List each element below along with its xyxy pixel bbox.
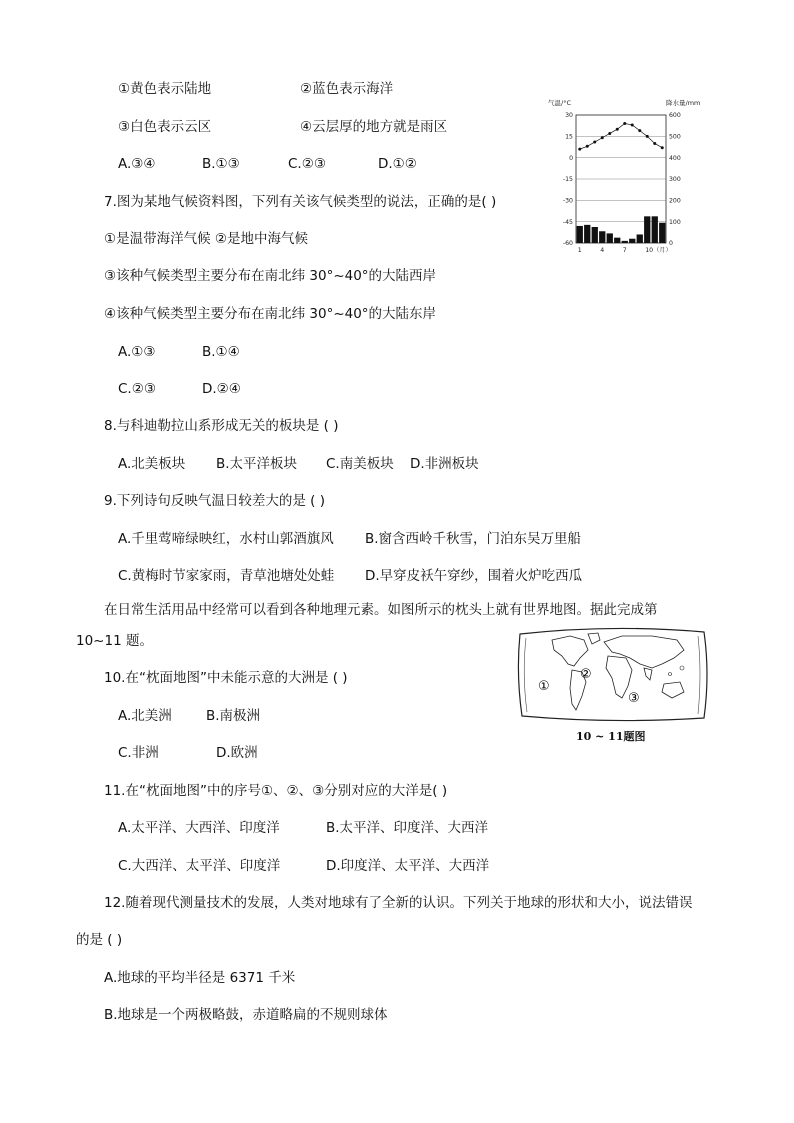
q7-choice-a: A.①③ — [118, 344, 156, 360]
q7-choice-c: C.②③ — [118, 381, 156, 397]
precip-bar — [637, 234, 643, 243]
temperature-point — [631, 123, 634, 126]
precip-tick-label: 300 — [669, 176, 681, 184]
q6-choice-d: D.①② — [378, 156, 417, 172]
q10-choice-d: D.欧洲 — [216, 745, 258, 761]
precip-bar — [584, 225, 590, 243]
precip-tick-label: 500 — [669, 133, 681, 141]
temp-tick-label: -15 — [562, 176, 573, 184]
q6-choice-c: C.②③ — [288, 156, 326, 172]
temperature-point — [586, 145, 589, 148]
q11-choice-c: C.大西洋、太平洋、印度洋 — [118, 858, 281, 874]
ocean-label-1: ① — [538, 679, 550, 694]
q9-stem: 9.下列诗句反映气温日较差大的是 ( ) — [104, 493, 325, 509]
temp-tick-label: -45 — [562, 218, 573, 226]
month-tick-label: 10（月） — [645, 247, 672, 254]
precip-bar — [607, 233, 613, 243]
temperature-point — [593, 141, 596, 144]
q6-option-2: ②蓝色表示海洋 — [300, 81, 394, 97]
q10-choice-b: B.南极洲 — [206, 708, 261, 724]
q12-stem-line-1: 12.随着现代测量技术的发展，人类对地球有了全新的认识。下列关于地球的形状和大小，说法错误 — [104, 895, 693, 911]
temperature-point — [601, 136, 604, 139]
precip-tick-label: 0 — [669, 240, 673, 248]
q12-choice-b: B.地球是一个两极略鼓，赤道略扁的不规则球体 — [104, 1007, 388, 1023]
month-tick-label: 1 — [577, 247, 582, 254]
q7-choice-b: B.①④ — [202, 344, 240, 360]
temp-tick-label: 0 — [569, 154, 573, 162]
climate-chart — [540, 96, 700, 258]
temp-tick-label: 30 — [565, 112, 573, 120]
precip-bar — [622, 241, 628, 243]
precip-tick-label: 100 — [669, 218, 681, 226]
precip-bar — [652, 216, 658, 243]
month-tick-label: 7 — [622, 247, 627, 254]
q11-choice-b: B.太平洋、印度洋、大西洋 — [326, 820, 489, 836]
q12-stem-line-2: 的是 ( ) — [76, 932, 123, 948]
q7-stem: 7.图为某地气候资料图，下列有关该气候类型的说法，正确的是( ) — [104, 194, 497, 210]
temp-tick-label: -60 — [562, 240, 573, 248]
precip-tick-label: 200 — [669, 197, 681, 205]
q7-statement-1-2: ①是温带海洋气候 ②是地中海气候 — [104, 231, 308, 247]
q8-choice-a: A.北美板块 — [118, 456, 186, 472]
q6-choice-a: A.③④ — [118, 156, 156, 172]
q8-choice-b: B.太平洋板块 — [216, 456, 298, 472]
q8-choice-c: C.南美板块 — [326, 456, 394, 472]
chart-right-axis-label: 降水量/mm — [666, 99, 700, 107]
map-caption: 10 ~ 11题图 — [576, 730, 646, 743]
q11-choice-d: D.印度洋、太平洋、大西洋 — [326, 858, 490, 874]
chart-left-axis-label: 气温/°C — [548, 99, 571, 107]
temp-tick-label: 15 — [565, 133, 573, 141]
precip-bar — [614, 238, 620, 243]
temperature-point — [608, 132, 611, 135]
precip-bar — [577, 226, 583, 243]
q9-choice-b: B.窗含西岭千秋雪，门泊东吴万里船 — [365, 531, 582, 547]
temperature-point — [623, 122, 626, 125]
temperature-point — [638, 129, 641, 132]
precip-bar — [659, 223, 665, 243]
q7-statement-3: ③该种气候类型主要分布在南北纬 30°~40°的大陆西岸 — [104, 268, 437, 284]
q9-choice-c: C.黄梅时节家家雨，青草池塘处处蛙 — [118, 568, 335, 584]
q12-choice-a: A.地球的平均半径是 6371 千米 — [104, 970, 296, 986]
pillow-world-map — [512, 624, 712, 724]
temp-tick-label: -30 — [562, 197, 573, 205]
precip-tick-label: 400 — [669, 154, 681, 162]
intro-line-1: 在日常生活用品中经常可以看到各种地理元素。如图所示的枕头上就有世界地图。据此完成第 — [104, 602, 658, 618]
precip-bar — [592, 227, 598, 243]
q11-stem: 11.在“枕面地图”中的序号①、②、③分别对应的大洋是( ) — [104, 783, 448, 799]
temperature-point — [653, 142, 656, 145]
q10-choice-c: C.非洲 — [118, 745, 159, 761]
q8-choice-d: D.非洲板块 — [410, 456, 479, 472]
temperature-point — [646, 135, 649, 138]
q10-choice-a: A.北美洲 — [118, 708, 172, 724]
q8-stem: 8.与科迪勒拉山系形成无关的板块是 ( ) — [104, 418, 339, 434]
month-tick-label: 4 — [600, 247, 605, 254]
ocean-label-3: ③ — [628, 691, 640, 706]
precip-bar — [629, 239, 635, 243]
q7-choice-d: D.②④ — [202, 381, 241, 397]
q9-choice-a: A.千里莺啼绿映红，水村山郭酒旗风 — [118, 531, 334, 547]
q7-statement-4: ④该种气候类型主要分布在南北纬 30°~40°的大陆东岸 — [104, 306, 437, 322]
precip-bar — [644, 216, 650, 243]
temperature-point — [616, 128, 619, 131]
temperature-point — [578, 148, 581, 151]
q6-option-3: ③白色表示云区 — [118, 119, 212, 135]
intro-line-2: 10~11 题。 — [76, 633, 153, 649]
q6-option-4: ④云层厚的地方就是雨区 — [300, 119, 448, 135]
temperature-point — [661, 146, 664, 149]
q11-choice-a: A.太平洋、大西洋、印度洋 — [118, 820, 280, 836]
q9-choice-d: D.早穿皮袄午穿纱，围着火炉吃西瓜 — [365, 568, 583, 584]
ocean-label-2: ② — [580, 667, 592, 682]
precip-bar — [599, 231, 605, 243]
q6-option-1: ①黄色表示陆地 — [118, 81, 212, 97]
q6-choice-b: B.①③ — [202, 156, 240, 172]
q10-stem: 10.在“枕面地图”中未能示意的大洲是 ( ) — [104, 670, 348, 686]
precip-tick-label: 600 — [669, 112, 681, 120]
